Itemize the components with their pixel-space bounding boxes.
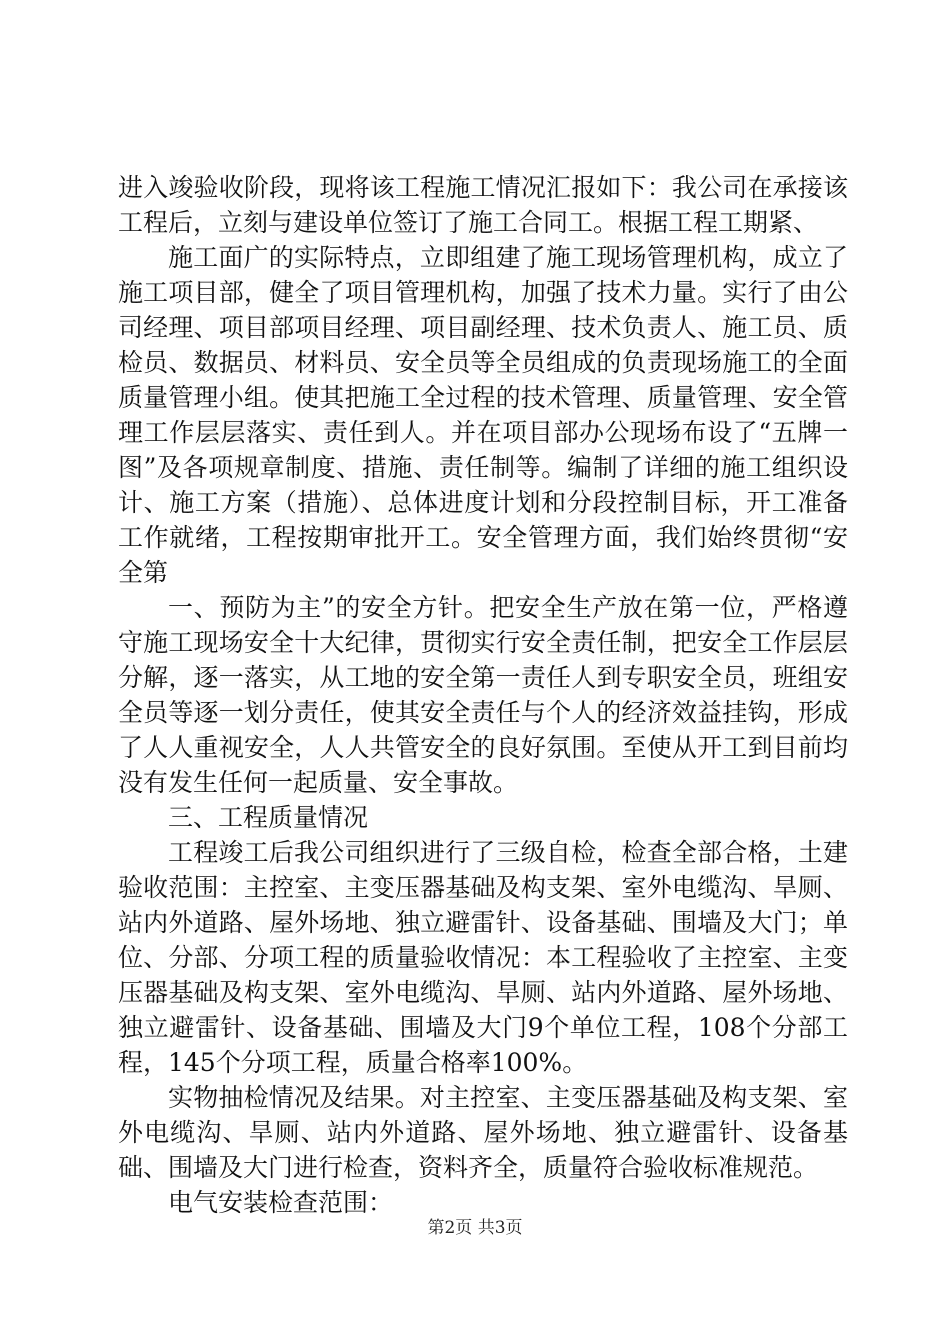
paragraph-sampling-results: 实物抽检情况及结果。对主控室、主变压器基础及构支架、室外电缆沟、旱厕、站内外道路、屋外场地、独立避雷针、设备基础、围墙及大门进行检查，资料齐全，质量符合验收标准规范。 (118, 1083, 848, 1182)
paragraph-project-management: 施工面广的实际特点，立即组建了施工现场管理机构，成立了施工项目部，健全了项目管理机构，加强了技术力量。实行了由公司经理、项目部项目经理、项目副经理、技术负责人、施工员、质检员、数据员、材料员、安全员等全员组成的负责现场施工的全面质量管理小组。使其把施工全过程的技术管理、质量管理、安全管理工作层层落实、责任到人。并在项目部办公现场布设了“五牌一图”及各项规章制度、措施、责任制等。编制了详细的施工组织设计、施工方案（措施）、总体进度计划和分段控制目标，开工准备工作就绪，工程按期审批开工。安全管理方面，我们始终贯彻“安全第 (118, 243, 848, 587)
paragraph-intro: 进入竣验收阶段，现将该工程施工情况汇报如下：我公司在承接该工程后，立刻与建设单位签订了施工合同工。根据工程工期紧、 (118, 173, 848, 237)
paragraph-safety-management: 一、预防为主”的安全方针。把安全生产放在第一位，严格遵守施工现场安全十大纪律，贯彻实行安全责任制，把安全工作层层分解，逐一落实，从工地的安全第一责任人到专职安全员，班组安全员等逐一划分责任，使其安全责任与个人的经济效益挂钩，形成了人人重视安全，人人共管安全的良好氛围。至使从开工到目前均没有发生任何一起质量、安全事故。 (118, 593, 848, 797)
page-number-footer: 第2页 共3页 (427, 1218, 523, 1238)
document-body (118, 170, 848, 1220)
paragraph-electrical-scope: 电气安装检查范围： (168, 1188, 394, 1217)
paragraph-quality-inspection: 工程竣工后我公司组织进行了三级自检，检查全部合格，土建验收范围：主控室、主变压器基础及构支架、室外电缆沟、旱厕、站内外道路、屋外场地、独立避雷针、设备基础、围墙及大门；单位、分部、分项工程的质量验收情况：本工程验收了主控室、主变压器基础及构支架、室外电缆沟、旱厕、站内外道路、屋外场地、独立避雷针、设备基础、围墙及大门9个单位工程，108个分部工程，145个分项工程，质量合格率100%。 (118, 838, 848, 1077)
section-heading-quality: 三、工程质量情况 (168, 803, 369, 832)
